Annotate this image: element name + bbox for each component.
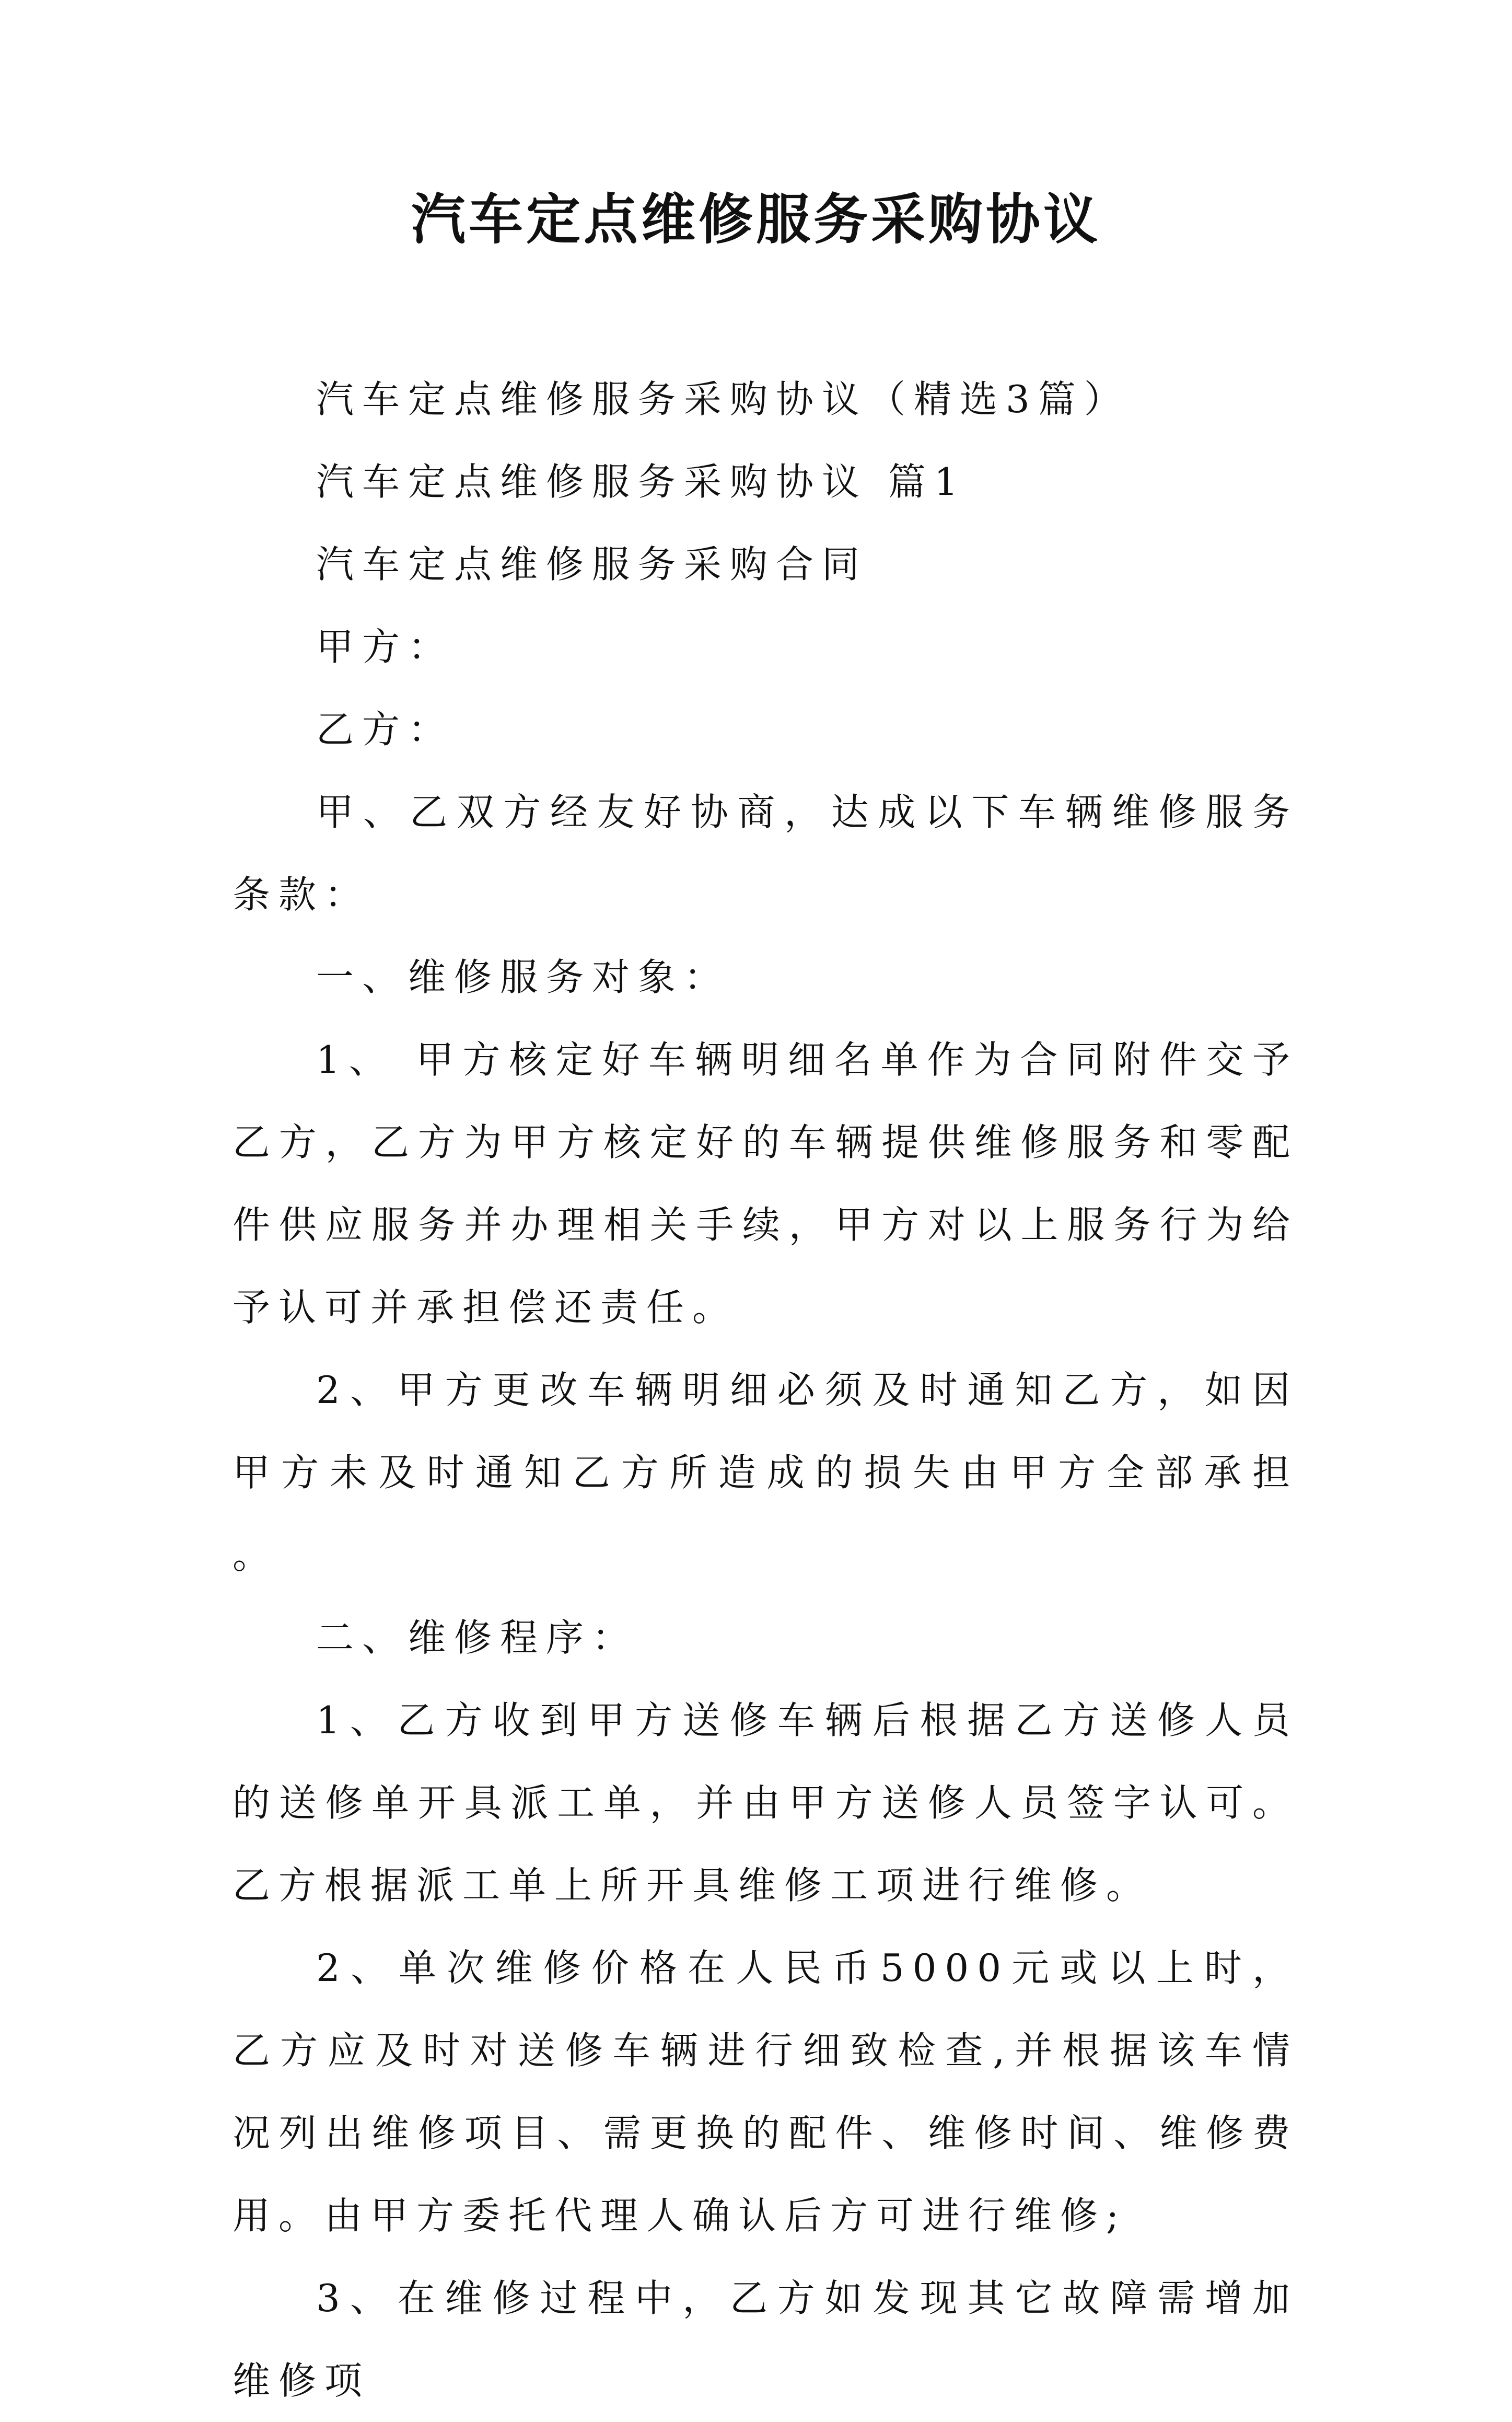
paragraph-party-b: 乙方： — [316, 708, 455, 751]
document-body — [232, 358, 1298, 2422]
paragraph-contract-name: 汽车定点维修服务采购合同 — [316, 542, 868, 586]
paragraph-part-heading: 汽车定点维修服务采购协议 篇1 — [316, 460, 967, 504]
section-heading-repair-procedure: 二、维修程序： — [316, 1616, 638, 1660]
clause-2-2: 2、单次维修价格在人民币5000元或以上时，乙方应及时对送修车辆进行细致检查,并根据该车情况列出维修项目、需更换的配件、维修时间、维修费用。由甲方委托代理人确认后方可进行维修; — [232, 1946, 1298, 2238]
clause-2-1: 1、乙方收到甲方送修车辆后根据乙方送修人员的送修单开具派工单，并由甲方送修人员签字认可。乙方根据派工单上所开具维修工项进行维修。 — [232, 1698, 1298, 1907]
clause-1-1: 1、 甲方核定好车辆明细名单作为合同附件交予乙方，乙方为甲方核定好的车辆提供维修服务和零配件供应服务并办理相关手续，甲方对以上服务行为给予认可并承担偿还责任。 — [232, 1038, 1298, 1329]
section-heading-service-objects: 一、维修服务对象： — [316, 955, 730, 999]
paragraph-party-a: 甲方： — [316, 625, 455, 669]
clause-1-2: 2、甲方更改车辆明细必须及时通知乙方，如因甲方未及时通知乙方所造成的损失由甲方全部承担 。 — [232, 1368, 1298, 1577]
clause-2-3: 3、在维修过程中，乙方如发现其它故障需增加维修项 — [232, 2276, 1298, 2403]
paragraph-subtitle: 汽车定点维修服务采购协议（精选3篇） — [316, 377, 1130, 421]
paragraph-intro: 甲、乙双方经友好协商，达成以下车辆维修服务条款： — [232, 790, 1298, 917]
document-title: 汽车定点维修服务采购协议 — [411, 188, 1101, 251]
